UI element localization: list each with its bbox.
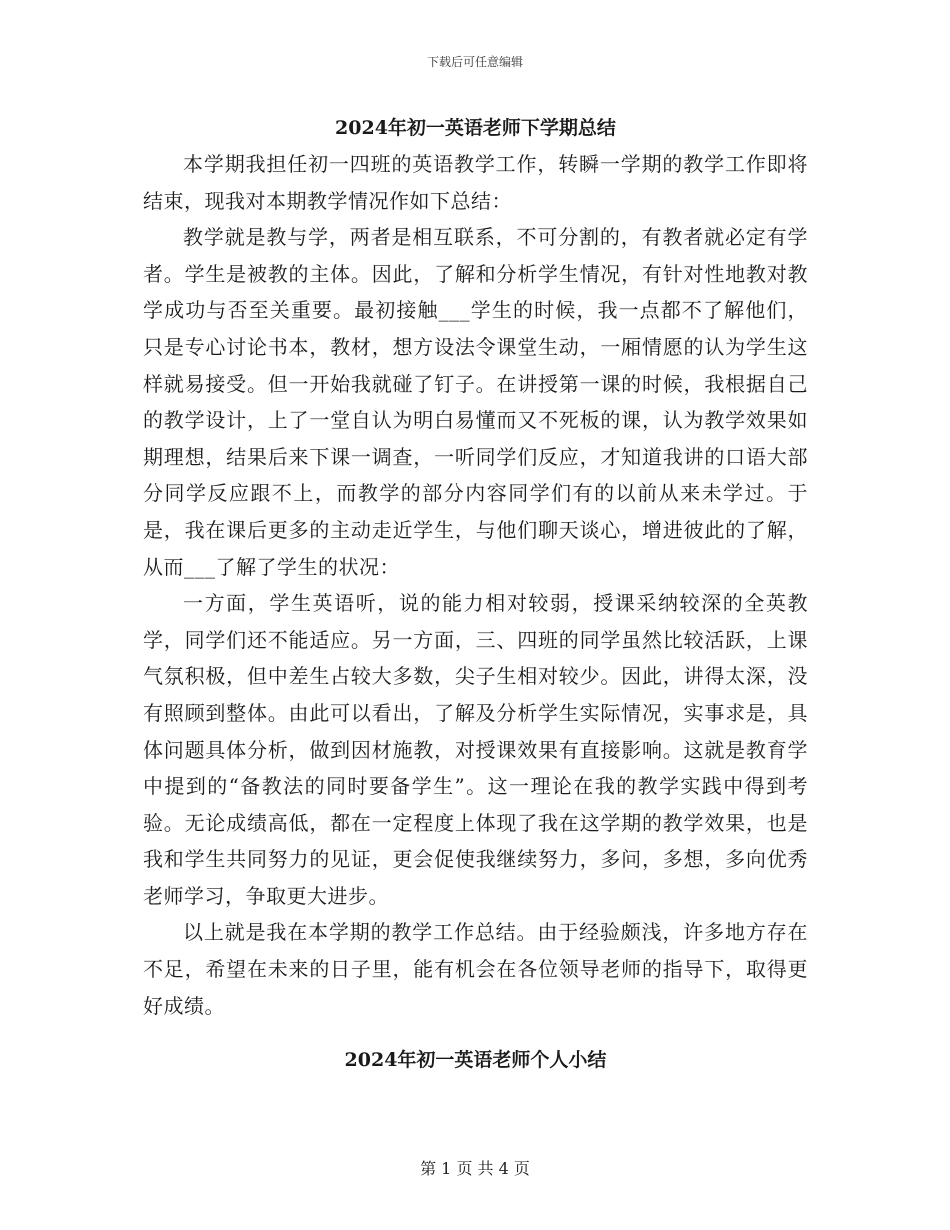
paragraph-conclusion: 以上就是我在本学期的教学工作总结。由于经验颇浅，许多地方存在不足，希望在未来的日子里，能有机会在各位领导老师的指导下，取得更好成绩。 (143, 920, 808, 1018)
document-body (143, 110, 808, 1078)
page-number-footer: 第 1 页 共 4 页 (420, 1159, 530, 1178)
page-header-note: 下载后可任意编辑 (426, 55, 523, 69)
paragraph-student-analysis: 一方面，学生英语听，说的能力相对较弱，授课采纳较深的全英教学，同学们还不能适应。另一方面，三、四班的同学虽然比较活跃，上课气氛积极，但中差生占较大多数，尖子生相对较少。因此，讲得太深，没有照顾到整体。由此可以看出，了解及分析学生实际情况，实事求是，具体问题具体分析，做到因材施教，对授课效果有直接影响。这就是教育学中提到的“备教法的同时要备学生”。这一理论在我的教学实践中得到考验。无论成绩高低，都在一定程度上体现了我在这学期的教学效果，也是我和学生共同努力的见证，更会促使我继续努力，多问，多想，多向优秀老师学习，争取更大进步。 (143, 591, 808, 908)
document-title: 2024年初一英语老师下学期总结 (335, 117, 616, 139)
paragraph-intro: 本学期我担任初一四班的英语教学工作，转瞬一学期的教学工作即将结束，现我对本期教学情况作如下总结： (143, 152, 808, 213)
paragraph-teaching-and-learning: 教学就是教与学，两者是相互联系，不可分割的，有教者就必定有学者。学生是被教的主体。因此，了解和分析学生情况，有针对性地教对教学成功与否至关重要。最初接触___学生的时候，我一点都不了解他们，只是专心讨论书本，教材，想方设法令课堂生动，一厢情愿的认为学生这样就易接受。但一开始我就碰了钉子。在讲授第一课的时候，我根据自己的教学设计，上了一堂自认为明白易懂而又不死板的课，认为教学效果如期理想，结果后来下课一调查，一听同学们反应，才知道我讲的口语大部分同学反应跟不上，而教学的部分内容同学们有的以前从来未学过。于是，我在课后更多的主动走近学生，与他们聊天谈心，增进彼此的了解，从而___了解了学生的状况： (143, 225, 808, 579)
next-section-title: 2024年初一英语老师个人小结 (344, 1049, 607, 1072)
